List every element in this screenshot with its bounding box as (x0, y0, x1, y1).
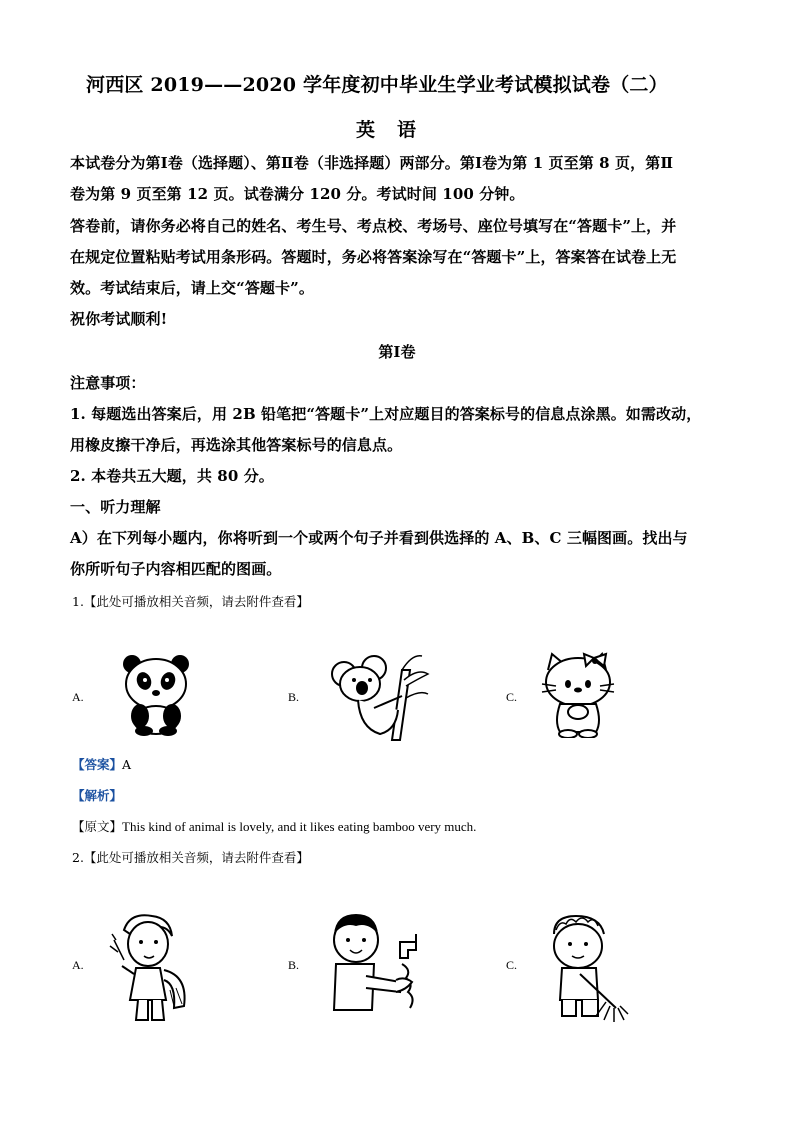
section-heading: 第Ⅰ卷 (378, 343, 416, 361)
part-heading: 一、听力理解 (70, 498, 161, 516)
boy-washing-hands-icon[interactable] (320, 912, 430, 1018)
q1-option-a-label[interactable]: A. (72, 690, 84, 704)
boy-brushing-teeth-icon[interactable] (100, 910, 196, 1022)
original-text: This kind of animal is lovely, and it likes eating bamboo very much. (122, 819, 477, 834)
subject-title: 英语 (355, 119, 438, 141)
q1-option-b-label[interactable]: B. (288, 690, 300, 704)
intro-line-5: 效。考试结束后，请上交“答题卡”。 (70, 279, 314, 297)
intro-line-3: 答卷前，请你务必将自己的姓名、考生号、考点校、考场号、座位号填写在“答题卡”上，并 (70, 217, 677, 235)
koala-icon[interactable] (330, 650, 430, 742)
notice-1-line-1: 1. 每题选出答案后，用 2B 铅笔把“答题卡”上对应题目的答案标号的信息点涂黑。如需改动， (70, 405, 702, 423)
part-instr-line-1: A）在下列每小题内，你将听到一个或两个句子并看到供选择的 A、B、C 三幅图画。找出与 (70, 529, 688, 547)
intro-wish: 祝你考试顺利! (70, 310, 168, 328)
notice-1-line-2: 用橡皮擦干净后，再选涂其他答案标号的信息点。 (70, 436, 403, 454)
q2-option-c-label[interactable]: C. (506, 958, 518, 972)
analysis-tag: 【解析】 (72, 788, 123, 803)
intro-line-4: 在规定位置粘贴考试用条形码。答题时，务必将答案涂写在“答题卡”上，答案答在试卷上无 (70, 248, 677, 266)
q1-option-c-label[interactable]: C. (506, 690, 518, 704)
question-1-prompt[interactable]: 1.【此处可播放相关音频，请去附件查看】 (72, 594, 309, 609)
exam-title: 河西区 2019——2020 学年度初中毕业生学业考试模拟试卷（二） (86, 74, 668, 96)
q2-option-b-label[interactable]: B. (288, 958, 300, 972)
hello-kitty-icon[interactable] (540, 652, 616, 738)
answer-tag: 【答案】 (72, 757, 123, 772)
intro-line-2: 卷为第 9 页至第 12 页。试卷满分 120 分。考试时间 100 分钟。 (70, 185, 525, 203)
notice-2: 2. 本卷共五大题，共 80 分。 (70, 467, 274, 485)
answer-value: A (122, 757, 132, 772)
boy-sweeping-icon[interactable] (540, 912, 630, 1022)
q1-original (72, 817, 476, 835)
question-2-prompt[interactable]: 2.【此处可播放相关音频，请去附件查看】 (72, 850, 309, 865)
q1-answer (72, 755, 131, 773)
notice-title: 注意事项： (70, 374, 146, 392)
part-instr-line-2: 你所听句子内容相匹配的图画。 (70, 560, 282, 578)
intro-line-1: 本试卷分为第Ⅰ卷（选择题）、第Ⅱ卷（非选择题）两部分。第Ⅰ卷为第 1 页至第 8 页，第Ⅱ (70, 154, 674, 172)
original-tag: 【原文】 (72, 819, 123, 834)
panda-icon[interactable] (116, 654, 196, 736)
q2-option-a-label[interactable]: A. (72, 958, 84, 972)
q1-analysis (72, 786, 122, 804)
